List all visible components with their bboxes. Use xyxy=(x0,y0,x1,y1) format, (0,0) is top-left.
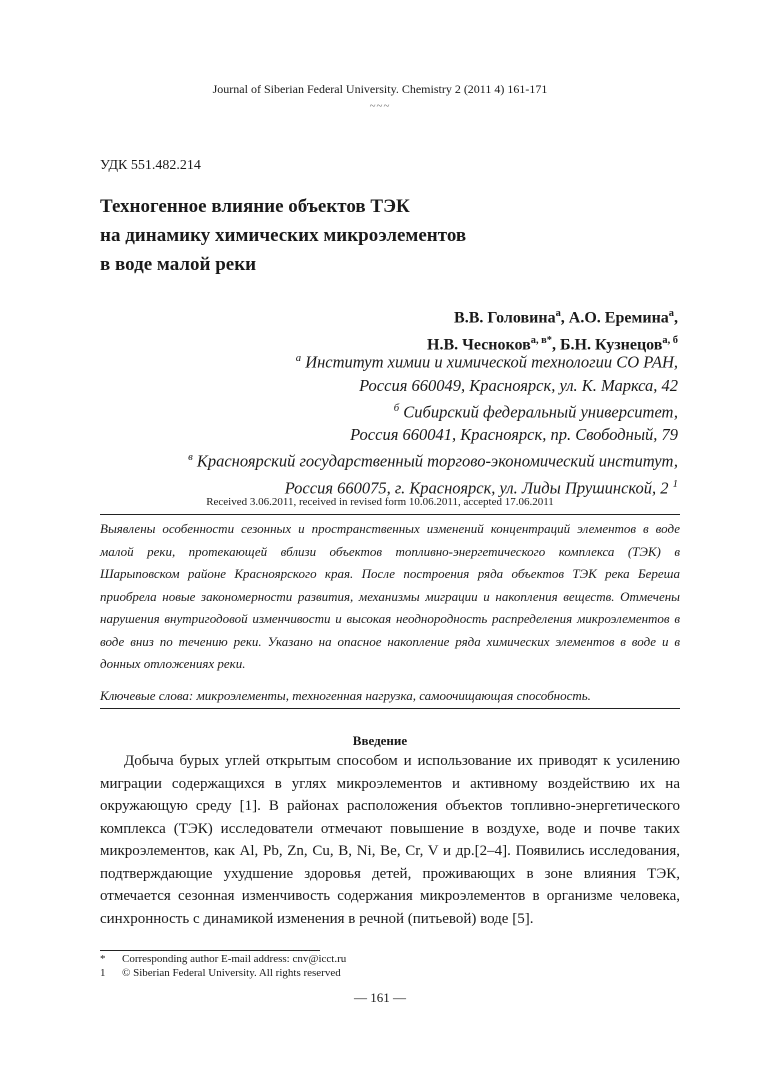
affil-mark: а xyxy=(295,352,302,364)
received-dates: Received 3.06.2011, received in revised form 10.06.2011, accepted 17.06.2011 xyxy=(206,496,554,508)
affil-line: Россия 660075, г. Красноярск, ул. Лиды Прушинской, 2 xyxy=(284,478,669,497)
author-list: В.В. Головина$^а$, А.О. Еремина$^а$, Н.В. Чесноков$^{а, в*}$, Б.Н. Кузнецов$^{а, б}$ xyxy=(427,308,678,354)
footnote-copyright xyxy=(100,967,341,979)
author-name: , А.О. Еремина xyxy=(560,309,669,327)
introduction-paragraph: Добыча бурых углей открытым способом и использование их приводят к усилению миграции содержащихся в углях микроэлементов и активному воздействию их на окружающую среду [1]. В районах расположения объектов топливно-энергетического комплекса (ТЭК) исследователи отмечают повышение в воздухе, воде и почве таких микроэлементов, как Al, Pb, Zn, Cu, B, Ni, Be, Cr, V и др.[2–4]. Появились исследования, подтверждающие ухудшение здоровья детей, проживающих в зоне влияния ТЭК, отмечается сезонная изменчивость содержания микроэлементов в организме человека, синхронность с динамикой изменения в речной (питьевой) воде [5]. xyxy=(100,753,680,927)
article-title xyxy=(100,192,466,279)
footnote-rule xyxy=(100,950,320,951)
author-name: Н.В. Чесноков xyxy=(427,336,531,354)
footnote-mark: 1 xyxy=(100,967,106,979)
footnote-corresponding xyxy=(100,953,346,965)
abstract: Выявлены особенности сезонных и пространственных изменений концентраций элементов в воде малой реки, протекающей вблизи объектов топливно-энергетического комплекса (ТЭК) в Шарыповском районе Красноярского края. После построения ряда объектов ТЭК река Береша приобрела новые закономерности развития, механизмы миграции и накопления веществ. Отмечены нарушения внутригодовой изменчивости и высокая неоднородность распределения микроэлементов в воде вниз по течению реки. Указано на опасное накопление ряда химических элементов в воде и в донных отложениях реки. xyxy=(100,521,680,671)
footnote-mark: 1 xyxy=(672,477,678,490)
keywords: Ключевые слова: микроэлементы, техногенная нагрузка, самоочищающая способность. xyxy=(100,688,591,703)
author-affil-mark: а, в* xyxy=(530,335,552,347)
affil-line: Институт химии и химической технологии СО РАН, xyxy=(305,352,678,372)
keywords-bottom-rule xyxy=(100,708,680,709)
author-affil-mark: а, б xyxy=(662,335,678,347)
title-line-1: Техногенное влияние объектов ТЭК xyxy=(100,196,410,217)
affil-line: Россия 660049, Красноярск, ул. К. Маркса, 42 xyxy=(359,375,678,395)
udk-code: УДК 551.482.214 xyxy=(100,158,201,173)
footnote-text: © Siberian Federal University. All rights reserved xyxy=(122,967,341,979)
header-ornament: ~~~ xyxy=(369,100,391,112)
title-line-3: в воде малой реки xyxy=(100,254,257,275)
footnote-text: Corresponding author E-mail address: cnv@icct.ru xyxy=(122,953,347,965)
journal-header: Journal of Siberian Federal University. Chemistry 2 (2011 4) 161-171 xyxy=(212,82,548,96)
author-name: В.В. Головина xyxy=(454,309,556,327)
author-affil-mark: а xyxy=(555,308,561,319)
abstract-top-rule xyxy=(100,514,680,515)
author-name: , Б.Н. Кузнецов xyxy=(551,336,663,354)
footnote-mark: * xyxy=(100,953,106,965)
affiliations xyxy=(188,347,678,499)
page-number: — 161 — xyxy=(354,990,406,1005)
affil-line: Красноярский государственный торгово-экономический институт, xyxy=(196,451,678,471)
author-affil-mark: а xyxy=(668,308,674,319)
section-heading-introduction: Введение xyxy=(352,733,408,748)
affil-line: Россия 660041, Красноярск, пр. Свободный, 79 xyxy=(350,425,678,444)
affil-line: Сибирский федеральный университет, xyxy=(403,402,678,421)
title-line-2: на динамику химических микроэлементов xyxy=(100,225,467,246)
affil-mark: б xyxy=(393,401,400,414)
affil-mark: в xyxy=(188,451,193,463)
